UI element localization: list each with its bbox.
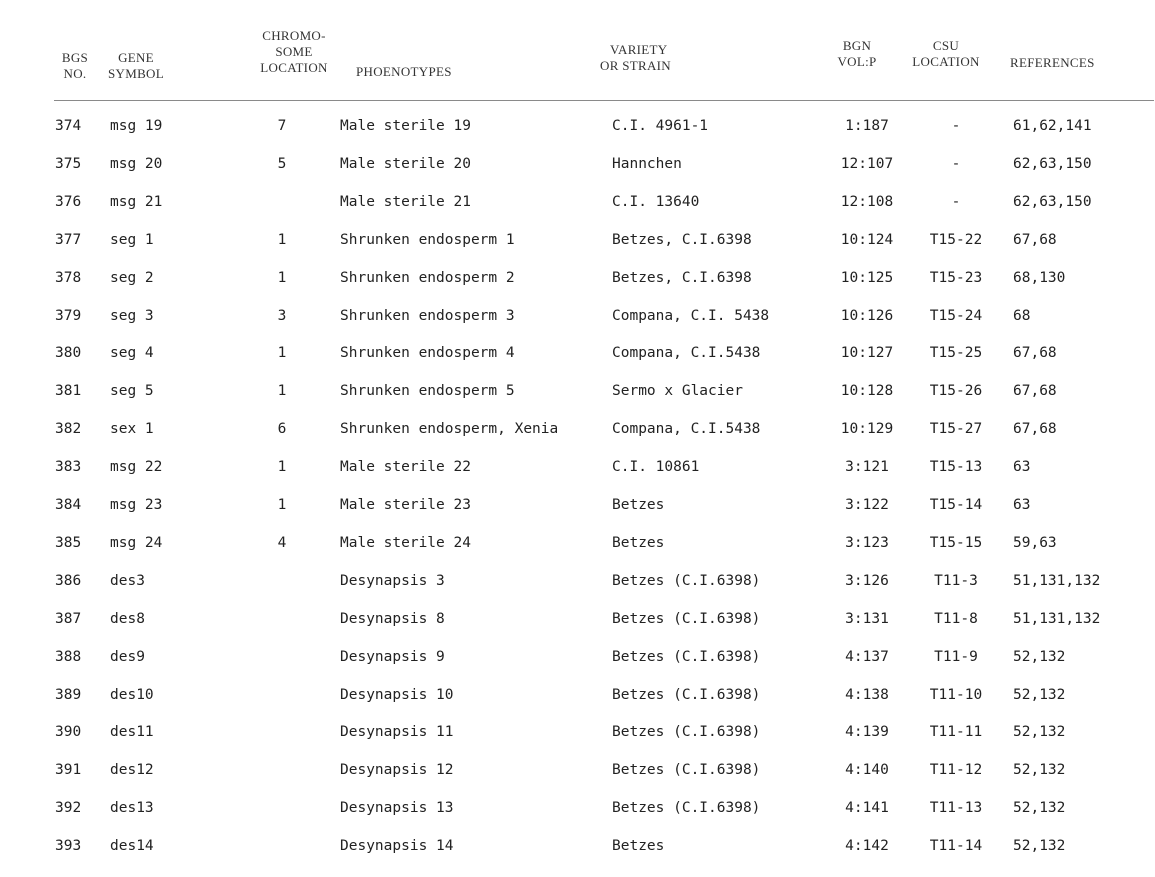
- gene-symbol-cell: seg 2: [110, 269, 154, 286]
- variety-cell: Betzes (C.I.6398): [612, 686, 761, 703]
- table-row: [0, 270, 1155, 308]
- phenotype-cell: Desynapsis 12: [340, 762, 454, 779]
- csu-location-cell: T11-8: [934, 610, 978, 627]
- table-row: [0, 118, 1155, 156]
- header-variety: [600, 42, 671, 74]
- gene-symbol-cell: seg 1: [110, 231, 154, 248]
- bgs-number-cell: 389: [55, 686, 82, 703]
- variety-cell: Betzes: [612, 534, 665, 551]
- header-line: SOME: [275, 44, 313, 59]
- csu-location-cell: -: [951, 193, 961, 210]
- gene-symbol-cell: des9: [110, 648, 145, 665]
- chromosome-location-cell: 3: [277, 307, 287, 324]
- variety-cell: Sermo x Glacier: [612, 383, 743, 400]
- bgs-number-cell: 393: [55, 838, 82, 855]
- header-line: LOCATION: [260, 60, 328, 75]
- table-row: [0, 459, 1155, 497]
- phenotype-cell: Shrunken endosperm 2: [340, 269, 515, 286]
- chromosome-location-cell: 1: [277, 231, 287, 248]
- phenotype-cell: Male sterile 19: [340, 118, 471, 134]
- variety-cell: Betzes (C.I.6398): [612, 762, 761, 779]
- bgn-vol-page-cell: 3:126: [845, 572, 889, 589]
- csu-location-cell: T11-12: [929, 762, 983, 779]
- phenotype-cell: Male sterile 24: [340, 534, 471, 551]
- csu-location-cell: T11-14: [929, 838, 983, 855]
- table-row: [0, 421, 1155, 459]
- header-line: SYMBOL: [108, 66, 164, 81]
- variety-cell: Betzes: [612, 497, 665, 513]
- bgn-vol-page-cell: 1:187: [845, 118, 889, 134]
- gene-symbol-cell: des8: [110, 610, 145, 627]
- phenotype-cell: Desynapsis 8: [340, 610, 445, 627]
- csu-location-cell: T15-26: [929, 383, 983, 400]
- header-line: VOL:P: [837, 54, 877, 69]
- references-cell: 59,63: [1013, 534, 1057, 551]
- bgn-vol-page-cell: 4:139: [845, 724, 889, 741]
- phenotype-cell: Shrunken endosperm 5: [340, 383, 515, 400]
- bgn-vol-page-cell: 4:137: [845, 648, 889, 665]
- table-row: [0, 232, 1155, 270]
- csu-location-cell: T15-13: [929, 459, 983, 476]
- references-cell: 67,68: [1013, 231, 1057, 248]
- phenotype-cell: Male sterile 23: [340, 497, 471, 513]
- bgn-vol-page-cell: 10:129: [840, 421, 894, 438]
- gene-symbol-cell: sex 1: [110, 421, 154, 438]
- bgn-vol-page-cell: 4:141: [845, 800, 889, 817]
- references-cell: 63: [1013, 497, 1031, 513]
- references-cell: 67,68: [1013, 383, 1057, 400]
- variety-cell: C.I. 13640: [612, 193, 700, 210]
- gene-symbol-cell: seg 4: [110, 345, 154, 362]
- bgn-vol-page-cell: 4:140: [845, 762, 889, 779]
- header-divider: [54, 100, 1154, 101]
- table-row: [0, 308, 1155, 346]
- gene-symbol-cell: msg 21: [110, 193, 163, 210]
- phenotype-cell: Desynapsis 10: [340, 686, 454, 703]
- bgs-number-cell: 384: [55, 497, 82, 513]
- references-cell: 52,132: [1013, 838, 1066, 855]
- bgn-vol-page-cell: 4:142: [845, 838, 889, 855]
- references-cell: 52,132: [1013, 800, 1066, 817]
- chromosome-location-cell: 1: [277, 459, 287, 476]
- header-line: LOCATION: [912, 54, 980, 69]
- variety-cell: Betzes (C.I.6398): [612, 724, 761, 741]
- references-cell: 68,130: [1013, 269, 1066, 286]
- header-phenotypes: [356, 64, 452, 80]
- chromosome-location-cell: 5: [277, 155, 287, 172]
- bgs-number-cell: 383: [55, 459, 82, 476]
- variety-cell: Hannchen: [612, 155, 682, 172]
- chromosome-location-cell: 4: [277, 534, 287, 551]
- table-row: [0, 687, 1155, 725]
- gene-symbol-cell: msg 23: [110, 497, 163, 513]
- gene-symbol-cell: seg 3: [110, 307, 154, 324]
- bgs-number-cell: 390: [55, 724, 82, 741]
- table-row: [0, 573, 1155, 611]
- bgs-number-cell: 381: [55, 383, 82, 400]
- variety-cell: Betzes (C.I.6398): [612, 572, 761, 589]
- variety-cell: Betzes (C.I.6398): [612, 610, 761, 627]
- csu-location-cell: T15-15: [929, 534, 983, 551]
- header-references: [1010, 55, 1095, 71]
- references-cell: 61,62,141: [1013, 118, 1092, 134]
- table-row: [0, 535, 1155, 573]
- variety-cell: Compana, C.I. 5438: [612, 307, 770, 324]
- table-row: [0, 611, 1155, 649]
- bgn-vol-page-cell: 10:126: [840, 307, 894, 324]
- chromosome-location-cell: 7: [277, 118, 287, 134]
- bgn-vol-page-cell: 12:107: [840, 155, 894, 172]
- header-csu: [906, 38, 986, 70]
- header-line: CHROMO-: [262, 28, 326, 43]
- variety-cell: Betzes (C.I.6398): [612, 648, 761, 665]
- header-gene-symbol: [104, 50, 168, 82]
- chromosome-location-cell: 1: [277, 345, 287, 362]
- gene-symbol-cell: des3: [110, 572, 145, 589]
- bgn-vol-page-cell: 4:138: [845, 686, 889, 703]
- variety-cell: Betzes, C.I.6398: [612, 269, 752, 286]
- variety-cell: Betzes, C.I.6398: [612, 231, 752, 248]
- csu-location-cell: T15-23: [929, 269, 983, 286]
- bgn-vol-page-cell: 3:121: [845, 459, 889, 476]
- variety-cell: Betzes: [612, 838, 665, 855]
- gene-symbol-cell: msg 22: [110, 459, 163, 476]
- csu-location-cell: T15-22: [929, 231, 983, 248]
- header-bgn: [826, 38, 888, 70]
- gene-symbol-cell: des12: [110, 762, 154, 779]
- chromosome-location-cell: 1: [277, 269, 287, 286]
- table-row: [0, 383, 1155, 421]
- references-cell: 63: [1013, 459, 1031, 476]
- header-line: CSU: [932, 38, 960, 53]
- chromosome-location-cell: 1: [277, 497, 287, 513]
- table-row: [0, 345, 1155, 383]
- references-cell: 52,132: [1013, 686, 1066, 703]
- header-bgs-no: [58, 50, 92, 82]
- bgs-number-cell: 377: [55, 231, 82, 248]
- bgs-number-cell: 376: [55, 193, 82, 210]
- table-row: [0, 497, 1155, 535]
- bgs-number-cell: 387: [55, 610, 82, 627]
- csu-location-cell: T15-14: [929, 497, 983, 513]
- variety-cell: Compana, C.I.5438: [612, 345, 761, 362]
- bgn-vol-page-cell: 10:124: [840, 231, 894, 248]
- bgs-number-cell: 385: [55, 534, 82, 551]
- references-cell: 52,132: [1013, 762, 1066, 779]
- bgs-number-cell: 382: [55, 421, 82, 438]
- header-line: BGS: [61, 50, 89, 65]
- table-row: [0, 838, 1155, 876]
- bgs-number-cell: 391: [55, 762, 82, 779]
- csu-location-cell: T15-24: [929, 307, 983, 324]
- gene-symbol-cell: msg 24: [110, 534, 163, 551]
- bgn-vol-page-cell: 12:108: [840, 193, 894, 210]
- header-line: NO.: [63, 66, 87, 81]
- header-chromosome-location: [252, 28, 336, 76]
- gene-symbol-cell: des10: [110, 686, 154, 703]
- table-row: [0, 194, 1155, 232]
- bgn-vol-page-cell: 3:123: [845, 534, 889, 551]
- csu-location-cell: T11-13: [929, 800, 983, 817]
- variety-cell: Betzes (C.I.6398): [612, 800, 761, 817]
- phenotype-cell: Desynapsis 3: [340, 572, 445, 589]
- header-line: BGN: [842, 38, 872, 53]
- references-cell: 52,132: [1013, 648, 1066, 665]
- phenotype-cell: Shrunken endosperm, Xenia: [340, 421, 559, 438]
- bgs-number-cell: 375: [55, 155, 82, 172]
- bgn-vol-page-cell: 3:122: [845, 497, 889, 513]
- table-row: [0, 762, 1155, 800]
- references-cell: 67,68: [1013, 345, 1057, 362]
- phenotype-cell: Desynapsis 13: [340, 800, 454, 817]
- csu-location-cell: -: [951, 118, 961, 134]
- phenotype-cell: Desynapsis 9: [340, 648, 445, 665]
- header-line: GENE: [118, 50, 154, 65]
- bgs-number-cell: 374: [55, 118, 82, 134]
- table-row: [0, 724, 1155, 762]
- header-line: REFERENCES: [1010, 55, 1095, 70]
- header-line: VARIETY: [610, 42, 668, 57]
- table-row: [0, 649, 1155, 687]
- bgs-number-cell: 386: [55, 572, 82, 589]
- csu-location-cell: T15-27: [929, 421, 983, 438]
- bgs-number-cell: 388: [55, 648, 82, 665]
- csu-location-cell: T11-11: [929, 724, 983, 741]
- references-cell: 68: [1013, 307, 1031, 324]
- gene-symbol-cell: seg 5: [110, 383, 154, 400]
- bgs-number-cell: 380: [55, 345, 82, 362]
- phenotype-cell: Desynapsis 11: [340, 724, 454, 741]
- gene-symbol-cell: des11: [110, 724, 154, 741]
- references-cell: 51,131,132: [1013, 610, 1101, 627]
- csu-location-cell: T11-9: [934, 648, 978, 665]
- gene-symbol-cell: des14: [110, 838, 154, 855]
- phenotype-cell: Shrunken endosperm 3: [340, 307, 515, 324]
- bgs-number-cell: 378: [55, 269, 82, 286]
- table-row: [0, 800, 1155, 838]
- variety-cell: C.I. 4961-1: [612, 118, 709, 134]
- references-cell: 62,63,150: [1013, 155, 1092, 172]
- gene-symbol-cell: msg 20: [110, 155, 163, 172]
- csu-location-cell: -: [951, 155, 961, 172]
- csu-location-cell: T15-25: [929, 345, 983, 362]
- bgn-vol-page-cell: 10:127: [840, 345, 894, 362]
- phenotype-cell: Shrunken endosperm 4: [340, 345, 515, 362]
- csu-location-cell: T11-10: [929, 686, 983, 703]
- chromosome-location-cell: 6: [277, 421, 287, 438]
- references-cell: 62,63,150: [1013, 193, 1092, 210]
- gene-symbol-cell: des13: [110, 800, 154, 817]
- bgs-number-cell: 379: [55, 307, 82, 324]
- phenotype-cell: Desynapsis 14: [340, 838, 454, 855]
- variety-cell: C.I. 10861: [612, 459, 700, 476]
- references-cell: 52,132: [1013, 724, 1066, 741]
- bgn-vol-page-cell: 10:125: [840, 269, 894, 286]
- variety-cell: Compana, C.I.5438: [612, 421, 761, 438]
- chromosome-location-cell: 1: [277, 383, 287, 400]
- gene-symbol-cell: msg 19: [110, 118, 163, 134]
- table-row: [0, 156, 1155, 194]
- bgn-vol-page-cell: 3:131: [845, 610, 889, 627]
- phenotype-cell: Male sterile 21: [340, 193, 471, 210]
- bgn-vol-page-cell: 10:128: [840, 383, 894, 400]
- header-line: OR STRAIN: [600, 58, 671, 73]
- phenotype-cell: Shrunken endosperm 1: [340, 231, 515, 248]
- header-line: PHOENOTYPES: [356, 64, 452, 79]
- references-cell: 67,68: [1013, 421, 1057, 438]
- bgs-number-cell: 392: [55, 800, 82, 817]
- phenotype-cell: Male sterile 22: [340, 459, 471, 476]
- references-cell: 51,131,132: [1013, 572, 1101, 589]
- phenotype-cell: Male sterile 20: [340, 155, 471, 172]
- csu-location-cell: T11-3: [934, 572, 978, 589]
